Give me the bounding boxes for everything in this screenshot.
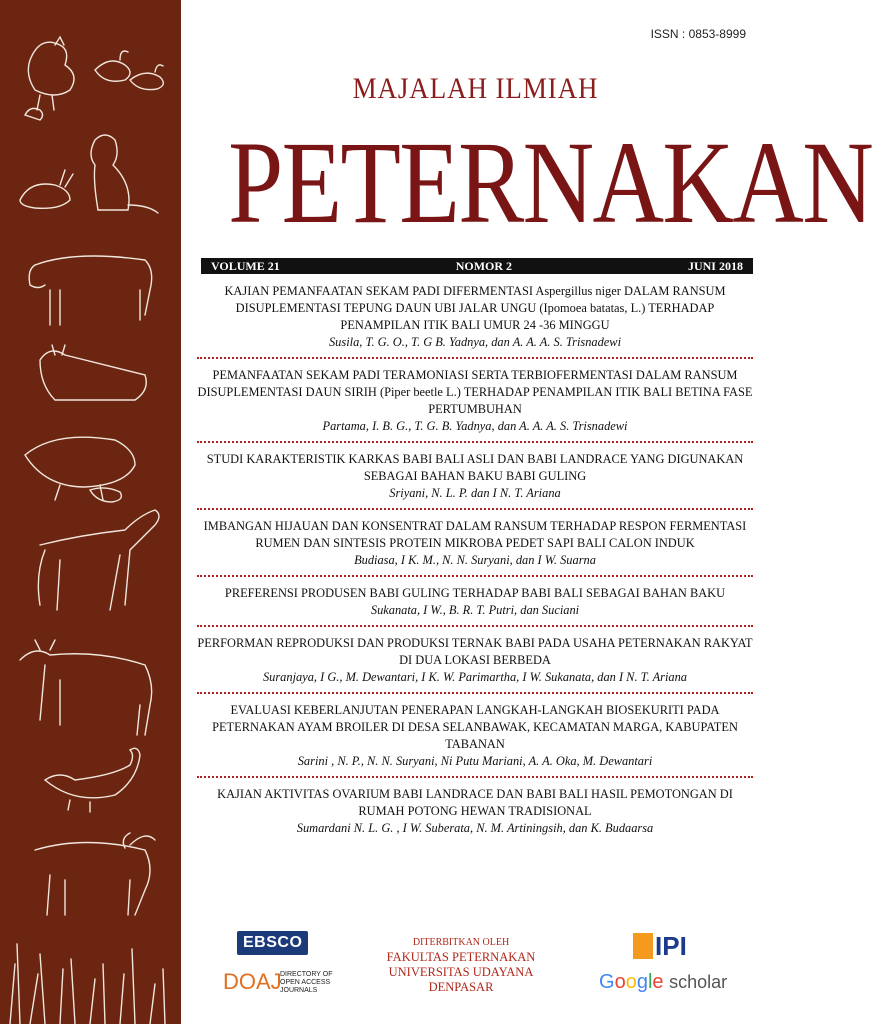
article-authors: Suranjaya, I G., M. Dewantari, I K. W. Parimartha, I W. Sukanata, dan I N. T. Ariana — [262, 670, 688, 684]
dog-icon — [91, 135, 158, 213]
publisher-label: DITERBITKAN OLEH — [412, 937, 510, 948]
article-authors: Sumardani N. L. G. , I W. Suberata, N. M. Artiningsih, dan K. Budaarsa — [296, 821, 654, 835]
grass-icon — [10, 944, 165, 1024]
volume-bar — [201, 258, 753, 274]
journal-title: PETERNAKAN — [228, 117, 872, 248]
article-authors: Partama, I. B. G., T. G. B. Yadnya, dan A. A. A. S. Trisnadewi — [322, 419, 628, 433]
article-title: PERFORMAN REPRODUKSI DAN PRODUKSI TERNAK BABI PADA USAHA PETERNAKAN RAKYAT DI DUA LOKASI BERBEDA — [197, 636, 753, 667]
google-letter: o — [614, 971, 626, 993]
buffalo-icon — [35, 833, 155, 915]
google-letter: e — [652, 971, 664, 993]
volume-label: VOLUME 21 — [211, 258, 280, 273]
article-item[interactable] — [197, 702, 753, 778]
publisher-university: UNIVERSITAS UDAYANA — [388, 965, 534, 979]
ebsco-logo[interactable]: EBSCO — [237, 931, 308, 955]
animal-sidebar — [0, 0, 181, 1024]
google-letter: g — [636, 971, 648, 993]
article-item[interactable] — [197, 786, 753, 843]
article-authors: Budiasa, I K. M., N. N. Suryani, dan I W. Suarna — [354, 553, 596, 567]
date-label: JUNI 2018 — [687, 258, 743, 273]
article-item[interactable] — [197, 518, 753, 577]
scholar-text: scholar — [669, 972, 728, 992]
article-authors: Sukanata, I W., B. R. T. Putri, dan Suciani — [370, 603, 580, 617]
article-title: PEMANFAATAN SEKAM PADI TERAMONIASI SERTA TERBIOFERMENTASI DALAM RANSUM DISUPLEMENTASI DAUN SIRIH (Piper beetle L.) TERHADAP PENAMPILAN ITIK BALI BETINA FASE PERTUMBUHAN — [197, 368, 753, 416]
article-title: KAJIAN PEMANFAATAN SEKAM PADI DIFERMENTASI Aspergillus niger DALAM RANSUM DISUPLEMENTASI TEPUNG DAUN UBI JALAR UNGU (Ipomoea batatas, L.) TERHADAP PENAMPILAN ITIK BALI UMUR 24 -36 MINGGU — [224, 284, 726, 332]
article-authors: Sriyani, N. L. P. dan I N. T. Ariana — [389, 486, 561, 500]
publisher-faculty: FAKULTAS PETERNAKAN — [386, 950, 536, 964]
ipi-text: IPI — [655, 931, 687, 961]
goat-icon — [40, 345, 146, 400]
doaj-subtitle — [280, 971, 333, 995]
article-authors: Sarini , N. P., N. N. Suryani, Ni Putu Mariani, A. A. Oka, M. Dewantari — [297, 754, 653, 768]
article-item[interactable] — [197, 635, 753, 694]
article-title: EVALUASI KEBERLANJUTAN PENERAPAN LANGKAH-LANGKAH BIOSEKURITI PADA PETERNAKAN AYAM BROILER DI DESA SELANBAWAK, KECAMATAN MARGA, KABUPATEN TABANAN — [212, 703, 738, 751]
geese-icon — [95, 51, 163, 90]
doaj-logo[interactable]: DOAJ — [223, 969, 282, 994]
deer-icon — [38, 510, 159, 610]
pig-icon — [25, 437, 135, 502]
article-title: IMBANGAN HIJAUAN DAN KONSENTRAT DALAM RANSUM TERHADAP RESPON FERMENTASI RUMEN DAN SINTESIS PROTEIN MIKROBA PEDET SAPI BALI CALON INDUK — [203, 519, 747, 550]
cow-icon — [29, 256, 151, 325]
article-item[interactable] — [197, 367, 753, 443]
publisher-block — [341, 935, 581, 995]
article-title: KAJIAN AKTIVITAS OVARIUM BABI LANDRACE DAN BABI BALI HASIL PEMOTONGAN DI RUMAH POTONG HEWAN TRADISIONAL — [217, 787, 733, 818]
google-scholar-logo[interactable] — [599, 971, 727, 994]
article-item[interactable] — [197, 585, 753, 627]
article-list — [197, 283, 753, 851]
doaj-sub-line: JOURNALS — [280, 987, 318, 994]
cover-footer — [181, 925, 770, 1015]
publisher-city: DENPASAR — [428, 980, 494, 994]
ipi-icon — [633, 933, 653, 959]
article-authors: Susila, T. G. O., T. G B. Yadnya, dan A. A. A. S. Trisnadewi — [328, 335, 622, 349]
google-letter: G — [599, 971, 615, 993]
article-title: PREFERENSI PRODUSEN BABI GULING TERHADAP BABI BALI SEBAGAI BAHAN BAKU — [224, 586, 726, 600]
ipi-logo[interactable] — [633, 933, 693, 961]
issn-label: ISSN : 0853-8999 — [650, 27, 746, 41]
duck-icon — [45, 748, 140, 812]
google-letter: l — [647, 971, 653, 993]
magazine-label: MAJALAH ILMIAH — [352, 72, 599, 105]
rooster-icon — [25, 37, 74, 120]
bull-icon — [20, 640, 152, 735]
article-item[interactable] — [197, 451, 753, 510]
number-label: NOMOR 2 — [455, 258, 513, 273]
doaj-sub-line: DIRECTORY OF — [280, 971, 333, 978]
article-item[interactable] — [197, 283, 753, 359]
doaj-sub-line: OPEN ACCESS — [280, 979, 331, 986]
cover-main — [181, 0, 872, 1024]
google-letter: o — [625, 971, 637, 993]
rabbit-icon — [20, 170, 73, 208]
article-title: STUDI KARAKTERISTIK KARKAS BABI BALI ASLI DAN BABI LANDRACE YANG DIGUNAKAN SEBAGAI BAHAN BAKU BABI GULING — [206, 452, 744, 483]
